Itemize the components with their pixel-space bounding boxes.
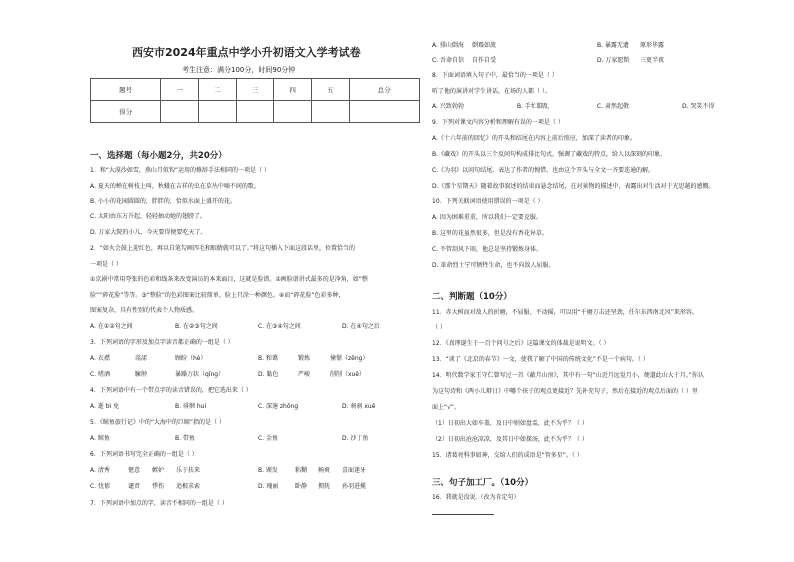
score-cell[interactable] (311, 101, 349, 123)
question-text: 15．诸葛亮科事如神，交给人们的成语是“智多星”。（ ） (432, 452, 583, 459)
sub-question: （1）日初出大如车盖，及日中则如盘盂，此不为乎？（ ） (432, 420, 588, 427)
question-text: 1．和“大漠沙如雪，燕山月似钩”运用的修辞手法相同的一项是（ ） (90, 167, 270, 174)
option-word: 悸伤 (152, 483, 165, 490)
answer-blank-line[interactable] (432, 514, 494, 515)
option-word: 原形毕露 (640, 42, 665, 49)
option-b: B. 在②③句之间 (175, 323, 218, 330)
option-word: 荡漾 (135, 355, 148, 362)
option-b: B. 颁发 (258, 467, 278, 474)
option-word: 畅爽 (318, 467, 331, 474)
question-text: 6．下列词语书写完全正确的一组是（ ） (90, 451, 198, 458)
passage-text: ①京剧中常用夸张的色彩和线条来改变演员的本来面目，这就是脸谱。②画脸谱讲式最多的是净角，如“整 (90, 276, 368, 283)
option-word: 乐于扶来 (176, 467, 201, 474)
option-word: 嫉妒 (152, 467, 165, 474)
option-word: 谴责 (128, 483, 141, 490)
option-c: C.《为羽》以问句结尾，表达了作者的惋惜，也由这个开头与全文一齐要连通的解。 (432, 167, 655, 174)
score-header-cell: 二 (198, 79, 236, 101)
score-header-cell: 题号 (91, 79, 161, 101)
score-cell[interactable] (349, 101, 419, 123)
score-header-cell: 五 (311, 79, 349, 101)
question-text: 3．下列词语的字形及加点字读音都正确的一组是（ ） (90, 339, 234, 346)
option-d: D. 瑰丽 (258, 483, 279, 490)
option-word: 粘糊 (295, 467, 308, 474)
question-text: 为这句诗和《两小儿辩日》中哪个孩子的观点更接近？先补充句子，然后在接近的观点后面的（ ）里 (432, 388, 698, 395)
score-header-cell: 总分 (349, 79, 419, 101)
answer-paren: （ ） (432, 324, 446, 331)
option-a: A. 在①②句之间 (90, 323, 133, 330)
question-text: 2．“如火会鼓上迎红色，再以自笔勾画四毛和眼睛就可以了。”将这句插入下面这段话里，位置恰当的 (90, 245, 356, 252)
option-b: B.《藏戏》的开头以三个反问句构成排比句式，强调了藏戏的特点，给人以深刻的印象。 (432, 151, 667, 158)
option-word: 追根求索 (176, 483, 201, 490)
score-row-label: 得分 (91, 101, 161, 123)
option-b: B. 暴露无遗 (597, 42, 629, 49)
score-table-score-row (91, 101, 420, 123)
option-word: 锻炼 (298, 355, 311, 362)
question-text: 一项是（ ） (90, 261, 122, 268)
question-text: 11．赤大树而对敌人的折磨，不屈服、不动摇，可以用“千磨万击还坚劲，任尔东西南北风”来形容。 (432, 309, 698, 316)
option-word: 倒霉如流 (472, 42, 497, 49)
option-d: D. 在④句之后 (342, 323, 380, 330)
question-text: 听了他的演讲对学生讲话，在场的人都（ ）。 (432, 88, 551, 95)
option-word: 孙羽进揽 (342, 483, 367, 490)
section-sentence-heading: 三、句子加工厂。（10分） (432, 478, 534, 488)
option-b: B. 和蔼 (258, 355, 278, 362)
passage-text: 图案复杂，具有性别的代表个人物质感。 (90, 307, 199, 314)
question-text: 12．《真理诞生于一百个问号之后》这篇课文的体裁是说明文。（ ） (432, 340, 610, 347)
option-word: 臃肿 (135, 371, 148, 378)
option-d: D. 革命烈士宁可牺牲生命，也不向敌人屈服。 (432, 262, 555, 269)
option-d: D. 刹刹 xuē (342, 403, 376, 410)
option-c: C. 忧郁 (90, 483, 111, 490)
score-header-cell: 一 (161, 79, 199, 101)
score-cell[interactable] (161, 101, 199, 123)
option-a: A. 衣襟 (90, 355, 110, 362)
option-a: A. 清秀 (90, 467, 110, 474)
score-table-header-row (91, 79, 420, 101)
score-header-cell: 三 (236, 79, 274, 101)
option-text: A. 夏天的蝉在树枝上叫，秋蛾在吉祥的虫在草丛中嘀不间的歌。 (90, 183, 260, 190)
option-d: D. 沙丁鱼 (342, 435, 369, 442)
option-b: B. 这里的花虽然很多，但是没有香花异草。 (432, 230, 548, 237)
question-text: 4．下列词语中有一个带点字的读音错误的，把它选出来（ ） (90, 387, 252, 394)
option-a: A. 鲸鱼 (90, 435, 110, 442)
option-word: 憧憬（zēng） (330, 355, 369, 362)
question-text: 7．下列词语中加点的字，读音不相同的一组是（ ） (90, 500, 228, 507)
option-c: C. 嗜酒 (90, 371, 111, 378)
option-a: A. 因为困难重重，所以我们一定要克服。 (432, 214, 542, 221)
option-word: 暴躁万状（qīng） (175, 371, 225, 378)
option-text: C. 太阳由东方升起，轻轻抽动她的翅膀了。 (90, 213, 207, 220)
option-c: C. 金鱼 (258, 435, 279, 442)
section-choice-heading: 一、选择题（每小题2分，共20分） (90, 151, 227, 161)
option-word: 喜面逢牙 (342, 467, 367, 474)
option-c: C. 不管刮风下雨，他总是坚持锻炼身体。 (432, 246, 543, 253)
option-b: B. 带鱼 (175, 435, 195, 442)
question-text: 9．下列对课文内容分析和理解有误的一项是（ ） (432, 119, 564, 126)
question-text: 13．“谈了《北京的春节》一文，使我了解了中国的传统文化”不是一个病句。（ ） (432, 356, 649, 363)
score-table (90, 78, 420, 123)
exam-notice: 考生注意：满分100分，时间90分钟 (182, 66, 296, 74)
score-cell[interactable] (236, 101, 274, 123)
question-text: 16．我就是没说.（改为肯定句） (432, 494, 520, 501)
option-word: 顾盼（hè） (175, 355, 207, 362)
section-judge-heading: 二、判断题（10分） (432, 292, 512, 302)
option-word: 拥抚 (318, 483, 331, 490)
option-a: A. 兴致勃勃 (432, 103, 464, 110)
score-cell[interactable] (198, 101, 236, 123)
option-b: B. 手忙脚乱 (517, 103, 549, 110)
option-d: D. 黏色 (258, 371, 279, 378)
option-text: D. 万家大院的小儿，今天要得便要吃天了。 (90, 229, 207, 236)
option-text: B. 小小的花园圆圆的，胖胖的，恰似水面上盛开的花。 (90, 198, 236, 205)
passage-text: 脸”“碎花脸”等等。③“整脸”的色彩图案比较简单，脸上只涂一种颜色。④而“碎花脸”色彩多种， (90, 292, 345, 299)
option-c: C. 肃然起敬 (597, 103, 630, 110)
option-word: 严峻 (298, 371, 311, 378)
option-c: C. 在③④句之间 (258, 323, 301, 330)
question-text: 5．《鲸鱼旅行记》中的“大海中的巨鲸”指的是（ ） (90, 419, 225, 426)
option-c: C. 深邃 zhōng (258, 403, 299, 410)
question-text: 14．明代数学家王守仁曾写过一首《蔽月山房》，其中有一句“山近月远觉月小，便道此山大于月。”你认 (432, 372, 704, 379)
option-a: A. 逝 bì 免 (90, 403, 120, 410)
option-word: 自作自受 (472, 57, 497, 64)
option-d: D.《那个星期天》随着故事叙述的结束而悬念结尾，在对景物的描述中，表露出对生活对于光思越的感慨。 (432, 183, 715, 190)
sub-question: （2）日初出沧沧凉凉，及其日中如探汤，此不为乎？（ ） (432, 436, 588, 443)
score-header-cell: 四 (274, 79, 312, 101)
question-text: 10．下列关联词语使用错误的一项是（ ） (432, 198, 544, 205)
option-b: B. 徘徊 huí (175, 403, 207, 410)
option-word: 削削（xuē） (330, 371, 366, 378)
option-word: 三更半夜 (640, 57, 665, 64)
option-d: D. 万家愿斯 (597, 57, 630, 64)
option-c: C. 吾命自信 (432, 57, 465, 64)
question-text: 8．下面词语填入句子中，最恰当的一项是（ ） (432, 72, 558, 79)
question-text: 面上“√”。 (432, 404, 461, 411)
option-word: 惬意 (128, 467, 141, 474)
option-word: 卧静 (295, 483, 308, 490)
score-cell[interactable] (274, 101, 312, 123)
option-a: A.《十六年前的回忆》的开头和结尾在内容上前后照应，加深了读者的印象。 (432, 135, 636, 142)
option-d: D. 哭笑不得 (682, 103, 715, 110)
exam-title: 西安市2024年重点中学小升初语文入学考试卷 (132, 46, 361, 59)
option-a: A. 排山倒海 (432, 42, 464, 49)
